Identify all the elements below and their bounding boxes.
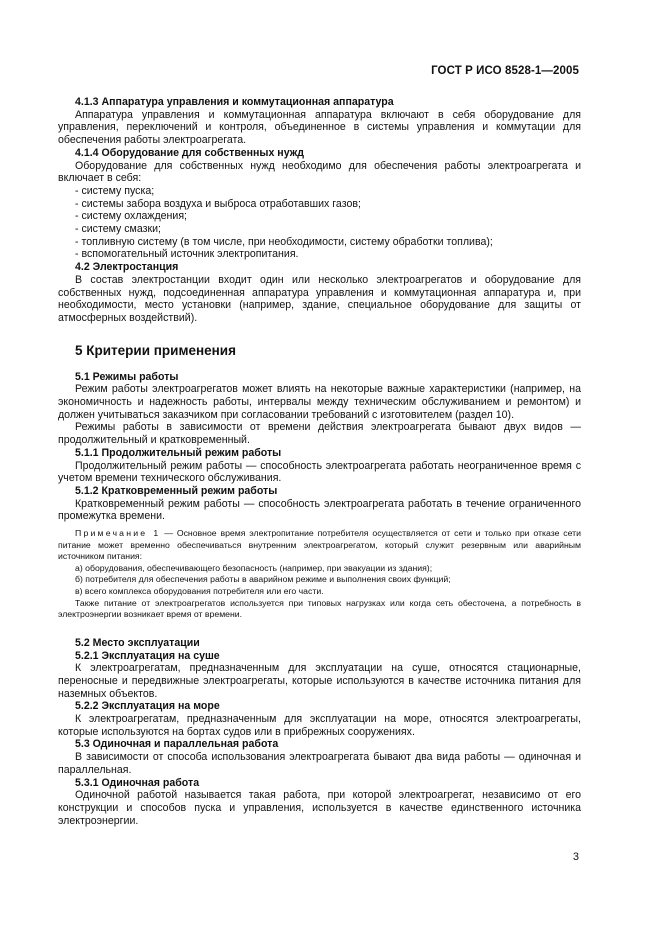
note-text: — Основное время электропитание потребителя осуществляется от сети и только при отказе сети питание может временно обеспечиваться внутренним электроагрегатом, который служит резервным или аварийным источником питания:: [58, 528, 582, 562]
heading-4-1-3: 4.1.3 Аппаратура управления и коммутационная аппаратура: [75, 96, 394, 108]
paragraph-5-1-a: Режим работы электроагрегатов может влиять на некоторые важные характеристики (например, на экономичность и надежность работы, интервалы между техническим обслуживанием и ремонтом) и должен учитываться заказчиком при согласовании требований с изготовителем (раздел 10).: [58, 383, 581, 421]
paragraph-4-1-4: Оборудование для собственных нужд необходимо для обеспечения работы электроагрегата и включает в себя:: [58, 159, 581, 185]
heading-5-3-1: 5.3.1 Одиночная работа: [75, 776, 200, 789]
page-number: 3: [572, 851, 579, 863]
list-item: - системы забора воздуха и выброса отработавших газов;: [75, 197, 361, 210]
heading-5-2-1: 5.2.1 Эксплуатация на суше: [75, 649, 220, 662]
list-item: - систему пуска;: [75, 184, 155, 197]
paragraph-5-1-2: Кратковременный режим работы — способность электроагрегата работать в течение ограниченного промежутка времени.: [58, 497, 581, 523]
paragraph-4-1-3: Аппаратура управления и коммутационная аппаратура включают в себя оборудование для управления, переключений и контроля, объединенное в системы управления и коммутации для обеспечения работы электроагрегата.: [58, 108, 581, 147]
note-list-item: в) всего комплекса оборудования потребителя или его части.: [75, 586, 324, 597]
paragraph-5-2-2: К электроагрегатам, предназначенным для эксплуатации на море, относятся электроагрегаты, которые используются на бортах судов или в прибрежных сооружениях.: [58, 713, 581, 738]
heading-5-2: 5.2 Место эксплуатации: [75, 636, 200, 649]
standard-header: ГОСТ Р ИСО 8528-1—2005: [431, 65, 579, 77]
paragraph-5-3-1: Одиночной работой называется такая работа, при которой электроагрегат, независимо от его конструкции и способов пуска и управления, используется в качестве единственного источника электроэнергии.: [58, 789, 581, 827]
page-body: [58, 96, 581, 827]
list-item: - систему смазки;: [75, 223, 161, 236]
list-item: - систему охлаждения;: [75, 210, 187, 223]
list-item: - вспомогательный источник электропитания.: [75, 248, 299, 261]
heading-5-3: 5.3 Одиночная и параллельная работа: [75, 738, 279, 751]
paragraph-4-2: В состав электростанции входит один или несколько электроагрегатов и оборудование для собственных нужд, подсоединенная аппаратура управления и коммутационная аппаратура и, при необходимости, место установки (например, здание, специальное оборудование для защиты от атмосферных воздействий).: [58, 273, 581, 324]
paragraph-5-2-1: К электроагрегатам, предназначенным для эксплуатации на суше, относятся стационарные, переносные и передвижные электроагрегаты, которые используются в качестве источника питания для наземных объектов.: [58, 662, 581, 700]
heading-5-1: 5.1 Режимы работы: [75, 370, 179, 383]
heading-4-2: 4.2 Электростанция: [75, 261, 179, 274]
section-5-title: 5 Критерии применения: [75, 342, 236, 358]
note-paragraph: [58, 528, 581, 563]
note-paragraph-2: Также питание от электроагрегатов используется при типовых нагрузках или когда сеть обесточена, а потребность в электроэнергии возникает время от времени.: [58, 597, 581, 620]
heading-5-2-2: 5.2.2 Эксплуатация на море: [75, 700, 220, 713]
heading-4-1-4: 4.1.4 Оборудование для собственных нужд: [75, 146, 304, 159]
heading-5-1-2: 5.1.2 Кратковременный режим работы: [75, 484, 278, 497]
note-label: Примечание 1: [75, 528, 161, 539]
paragraph-5-3: В зависимости от способа использования электроагрегата бывают два вида работы — одиночная и параллельная.: [58, 751, 581, 776]
note-1: [58, 528, 581, 621]
paragraph-5-1-1: Продолжительный режим работы — способность электроагрегата работать неограниченное время с учетом времени технического обслуживания.: [58, 459, 581, 485]
list-item: - топливную систему (в том числе, при необходимости, систему обработки топлива);: [75, 235, 493, 248]
note-list-item: а) оборудования, обеспечивающего безопасность (например, при эвакуации из здания);: [75, 562, 433, 573]
paragraph-5-1-b: Режимы работы в зависимости от времени действия электроагрегата бывают двух видов — продолжительный и кратковременный.: [58, 421, 581, 447]
note-list-item: б) потребителя для обеспечения работы в аварийном режиме и выполнения своих функций;: [75, 574, 451, 585]
heading-5-1-1: 5.1.1 Продолжительный режим работы: [75, 446, 282, 459]
